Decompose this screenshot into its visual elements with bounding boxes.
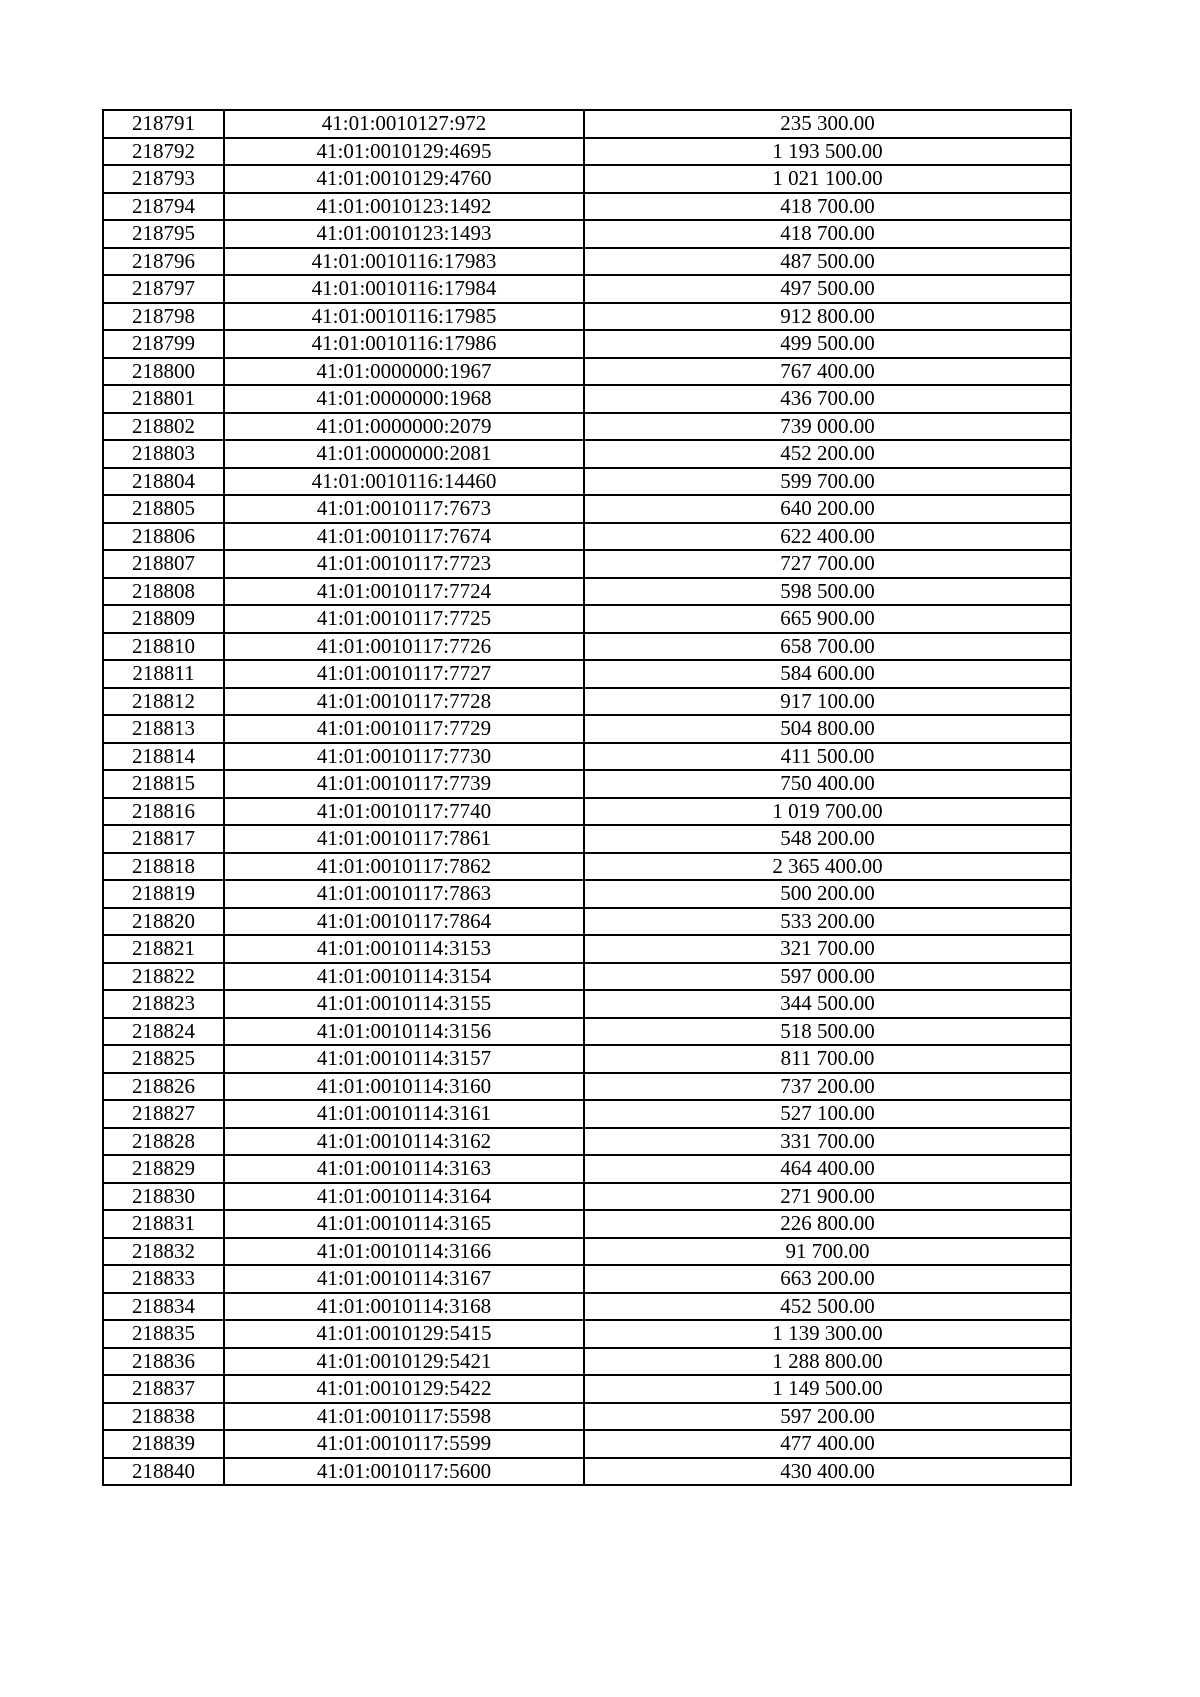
table-row xyxy=(103,138,1071,166)
table-row xyxy=(103,798,1071,826)
cadastral-number-cell: 41:01:0010114:3162 xyxy=(224,1128,584,1156)
cadastral-number-cell: 41:01:0010114:3161 xyxy=(224,1100,584,1128)
table-row xyxy=(103,440,1071,468)
row-number-cell: 218821 xyxy=(103,935,224,963)
cadastral-number-cell: 41:01:0010114:3166 xyxy=(224,1238,584,1266)
row-number-cell: 218809 xyxy=(103,605,224,633)
cadastral-number-cell: 41:01:0010117:7740 xyxy=(224,798,584,826)
row-number-cell: 218819 xyxy=(103,880,224,908)
cadastral-number-cell: 41:01:0010114:3160 xyxy=(224,1073,584,1101)
cadastral-value-cell: 321 700.00 xyxy=(584,935,1071,963)
cadastral-number-cell: 41:01:0010117:7863 xyxy=(224,880,584,908)
cadastral-value-cell: 464 400.00 xyxy=(584,1155,1071,1183)
table-row xyxy=(103,1073,1071,1101)
cadastral-value-cell: 658 700.00 xyxy=(584,633,1071,661)
cadastral-number-cell: 41:01:0010117:7725 xyxy=(224,605,584,633)
row-number-cell: 218803 xyxy=(103,440,224,468)
cadastral-value-cell: 750 400.00 xyxy=(584,770,1071,798)
cadastral-value-cell: 436 700.00 xyxy=(584,385,1071,413)
table-row xyxy=(103,1320,1071,1348)
cadastral-value-cell: 418 700.00 xyxy=(584,220,1071,248)
row-number-cell: 218802 xyxy=(103,413,224,441)
row-number-cell: 218833 xyxy=(103,1265,224,1293)
row-number-cell: 218812 xyxy=(103,688,224,716)
cadastral-value-cell: 1 149 500.00 xyxy=(584,1375,1071,1403)
table-row xyxy=(103,715,1071,743)
cadastral-value-cell: 487 500.00 xyxy=(584,248,1071,276)
row-number-cell: 218823 xyxy=(103,990,224,1018)
cadastral-value-cell: 598 500.00 xyxy=(584,578,1071,606)
cadastral-number-cell: 41:01:0010114:3164 xyxy=(224,1183,584,1211)
row-number-cell: 218834 xyxy=(103,1293,224,1321)
cadastral-number-cell: 41:01:0010117:7727 xyxy=(224,660,584,688)
cadastral-value-cell: 811 700.00 xyxy=(584,1045,1071,1073)
cadastral-value-cell: 500 200.00 xyxy=(584,880,1071,908)
cadastral-value-table xyxy=(102,109,1072,1486)
cadastral-value-cell: 597 200.00 xyxy=(584,1403,1071,1431)
cadastral-number-cell: 41:01:0010117:7864 xyxy=(224,908,584,936)
row-number-cell: 218820 xyxy=(103,908,224,936)
cadastral-number-cell: 41:01:0010114:3165 xyxy=(224,1210,584,1238)
cadastral-number-cell: 41:01:0010116:17985 xyxy=(224,303,584,331)
cadastral-value-cell: 235 300.00 xyxy=(584,110,1071,138)
table-row xyxy=(103,990,1071,1018)
cadastral-value-cell: 1 139 300.00 xyxy=(584,1320,1071,1348)
cadastral-number-cell: 41:01:0010117:5599 xyxy=(224,1430,584,1458)
cadastral-value-cell: 499 500.00 xyxy=(584,330,1071,358)
cadastral-number-cell: 41:01:0010117:7674 xyxy=(224,523,584,551)
table-row xyxy=(103,935,1071,963)
cadastral-number-cell: 41:01:0010114:3157 xyxy=(224,1045,584,1073)
cadastral-number-cell: 41:01:0010129:4760 xyxy=(224,165,584,193)
row-number-cell: 218805 xyxy=(103,495,224,523)
cadastral-number-cell: 41:01:0010114:3168 xyxy=(224,1293,584,1321)
cadastral-value-cell: 1 019 700.00 xyxy=(584,798,1071,826)
cadastral-value-cell: 597 000.00 xyxy=(584,963,1071,991)
row-number-cell: 218838 xyxy=(103,1403,224,1431)
cadastral-number-cell: 41:01:0010114:3167 xyxy=(224,1265,584,1293)
table-row xyxy=(103,908,1071,936)
table-row xyxy=(103,495,1071,523)
row-number-cell: 218804 xyxy=(103,468,224,496)
cadastral-value-cell: 411 500.00 xyxy=(584,743,1071,771)
cadastral-number-cell: 41:01:0010117:7724 xyxy=(224,578,584,606)
cadastral-number-cell: 41:01:0010117:7729 xyxy=(224,715,584,743)
table-row xyxy=(103,1045,1071,1073)
row-number-cell: 218799 xyxy=(103,330,224,358)
cadastral-number-cell: 41:01:0010129:5422 xyxy=(224,1375,584,1403)
cadastral-value-cell: 767 400.00 xyxy=(584,358,1071,386)
cadastral-value-cell: 418 700.00 xyxy=(584,193,1071,221)
cadastral-number-cell: 41:01:0010117:7728 xyxy=(224,688,584,716)
row-number-cell: 218839 xyxy=(103,1430,224,1458)
row-number-cell: 218814 xyxy=(103,743,224,771)
row-number-cell: 218827 xyxy=(103,1100,224,1128)
cadastral-number-cell: 41:01:0010114:3153 xyxy=(224,935,584,963)
cadastral-number-cell: 41:01:0000000:2081 xyxy=(224,440,584,468)
table-row xyxy=(103,1458,1071,1486)
table-row xyxy=(103,825,1071,853)
row-number-cell: 218825 xyxy=(103,1045,224,1073)
table-row xyxy=(103,550,1071,578)
table-row xyxy=(103,1403,1071,1431)
table-row xyxy=(103,248,1071,276)
cadastral-number-cell: 41:01:0010117:7723 xyxy=(224,550,584,578)
row-number-cell: 218808 xyxy=(103,578,224,606)
row-number-cell: 218831 xyxy=(103,1210,224,1238)
table-row xyxy=(103,1238,1071,1266)
cadastral-value-cell: 533 200.00 xyxy=(584,908,1071,936)
cadastral-number-cell: 41:01:0010117:7730 xyxy=(224,743,584,771)
table-row xyxy=(103,523,1071,551)
row-number-cell: 218796 xyxy=(103,248,224,276)
table-row xyxy=(103,743,1071,771)
row-number-cell: 218837 xyxy=(103,1375,224,1403)
table-row xyxy=(103,578,1071,606)
table-row xyxy=(103,303,1071,331)
table-row xyxy=(103,1430,1071,1458)
table-row xyxy=(103,1293,1071,1321)
cadastral-value-cell: 1 021 100.00 xyxy=(584,165,1071,193)
cadastral-value-cell: 727 700.00 xyxy=(584,550,1071,578)
table-row xyxy=(103,358,1071,386)
row-number-cell: 218806 xyxy=(103,523,224,551)
row-number-cell: 218835 xyxy=(103,1320,224,1348)
cadastral-number-cell: 41:01:0010123:1492 xyxy=(224,193,584,221)
cadastral-number-cell: 41:01:0010117:7861 xyxy=(224,825,584,853)
cadastral-number-cell: 41:01:0010114:3163 xyxy=(224,1155,584,1183)
table-row xyxy=(103,1018,1071,1046)
table-row xyxy=(103,605,1071,633)
cadastral-value-cell: 477 400.00 xyxy=(584,1430,1071,1458)
cadastral-number-cell: 41:01:0010117:7862 xyxy=(224,853,584,881)
row-number-cell: 218791 xyxy=(103,110,224,138)
cadastral-value-cell: 737 200.00 xyxy=(584,1073,1071,1101)
cadastral-value-cell: 739 000.00 xyxy=(584,413,1071,441)
table-row xyxy=(103,688,1071,716)
row-number-cell: 218822 xyxy=(103,963,224,991)
table-row xyxy=(103,660,1071,688)
cadastral-number-cell: 41:01:0010116:17984 xyxy=(224,275,584,303)
cadastral-value-cell: 344 500.00 xyxy=(584,990,1071,1018)
row-number-cell: 218824 xyxy=(103,1018,224,1046)
table-row xyxy=(103,880,1071,908)
cadastral-number-cell: 41:01:0010117:5598 xyxy=(224,1403,584,1431)
table-row xyxy=(103,165,1071,193)
row-number-cell: 218826 xyxy=(103,1073,224,1101)
cadastral-value-cell: 548 200.00 xyxy=(584,825,1071,853)
cadastral-number-cell: 41:01:0000000:1967 xyxy=(224,358,584,386)
row-number-cell: 218792 xyxy=(103,138,224,166)
table-row xyxy=(103,413,1071,441)
cadastral-value-cell: 91 700.00 xyxy=(584,1238,1071,1266)
row-number-cell: 218828 xyxy=(103,1128,224,1156)
row-number-cell: 218794 xyxy=(103,193,224,221)
cadastral-value-cell: 640 200.00 xyxy=(584,495,1071,523)
row-number-cell: 218829 xyxy=(103,1155,224,1183)
table-row xyxy=(103,1155,1071,1183)
cadastral-value-cell: 504 800.00 xyxy=(584,715,1071,743)
cadastral-number-cell: 41:01:0010116:14460 xyxy=(224,468,584,496)
row-number-cell: 218815 xyxy=(103,770,224,798)
row-number-cell: 218817 xyxy=(103,825,224,853)
table-row xyxy=(103,1348,1071,1376)
row-number-cell: 218800 xyxy=(103,358,224,386)
table-row xyxy=(103,330,1071,358)
cadastral-value-cell: 452 200.00 xyxy=(584,440,1071,468)
table-row xyxy=(103,770,1071,798)
cadastral-number-cell: 41:01:0010114:3156 xyxy=(224,1018,584,1046)
cadastral-value-cell: 663 200.00 xyxy=(584,1265,1071,1293)
row-number-cell: 218801 xyxy=(103,385,224,413)
row-number-cell: 218818 xyxy=(103,853,224,881)
cadastral-value-cell: 599 700.00 xyxy=(584,468,1071,496)
cadastral-number-cell: 41:01:0010116:17983 xyxy=(224,248,584,276)
row-number-cell: 218798 xyxy=(103,303,224,331)
cadastral-value-cell: 518 500.00 xyxy=(584,1018,1071,1046)
cadastral-value-cell: 584 600.00 xyxy=(584,660,1071,688)
table-row xyxy=(103,1100,1071,1128)
cadastral-number-cell: 41:01:0010117:7739 xyxy=(224,770,584,798)
cadastral-number-cell: 41:01:0010114:3155 xyxy=(224,990,584,1018)
row-number-cell: 218793 xyxy=(103,165,224,193)
cadastral-number-cell: 41:01:0010129:5415 xyxy=(224,1320,584,1348)
table-row xyxy=(103,220,1071,248)
cadastral-value-cell: 497 500.00 xyxy=(584,275,1071,303)
row-number-cell: 218795 xyxy=(103,220,224,248)
row-number-cell: 218807 xyxy=(103,550,224,578)
cadastral-value-cell: 2 365 400.00 xyxy=(584,853,1071,881)
cadastral-number-cell: 41:01:0010117:7673 xyxy=(224,495,584,523)
row-number-cell: 218830 xyxy=(103,1183,224,1211)
row-number-cell: 218797 xyxy=(103,275,224,303)
table-row xyxy=(103,633,1071,661)
table-row xyxy=(103,385,1071,413)
row-number-cell: 218811 xyxy=(103,660,224,688)
cadastral-value-cell: 665 900.00 xyxy=(584,605,1071,633)
cadastral-number-cell: 41:01:0000000:2079 xyxy=(224,413,584,441)
cadastral-value-cell: 622 400.00 xyxy=(584,523,1071,551)
cadastral-number-cell: 41:01:0010123:1493 xyxy=(224,220,584,248)
cadastral-value-cell: 917 100.00 xyxy=(584,688,1071,716)
table-row xyxy=(103,963,1071,991)
table-row xyxy=(103,275,1071,303)
table-row xyxy=(103,110,1071,138)
table-body xyxy=(103,110,1071,1485)
cadastral-value-cell: 271 900.00 xyxy=(584,1183,1071,1211)
row-number-cell: 218816 xyxy=(103,798,224,826)
row-number-cell: 218836 xyxy=(103,1348,224,1376)
cadastral-number-cell: 41:01:0000000:1968 xyxy=(224,385,584,413)
table-row xyxy=(103,1375,1071,1403)
cadastral-value-cell: 527 100.00 xyxy=(584,1100,1071,1128)
cadastral-value-cell: 226 800.00 xyxy=(584,1210,1071,1238)
cadastral-number-cell: 41:01:0010117:7726 xyxy=(224,633,584,661)
cadastral-value-cell: 452 500.00 xyxy=(584,1293,1071,1321)
cadastral-number-cell: 41:01:0010127:972 xyxy=(224,110,584,138)
cadastral-number-cell: 41:01:0010129:4695 xyxy=(224,138,584,166)
cadastral-value-cell: 1 193 500.00 xyxy=(584,138,1071,166)
cadastral-number-cell: 41:01:0010114:3154 xyxy=(224,963,584,991)
row-number-cell: 218810 xyxy=(103,633,224,661)
cadastral-value-cell: 1 288 800.00 xyxy=(584,1348,1071,1376)
cadastral-number-cell: 41:01:0010117:5600 xyxy=(224,1458,584,1486)
table-row xyxy=(103,193,1071,221)
cadastral-number-cell: 41:01:0010129:5421 xyxy=(224,1348,584,1376)
cadastral-value-cell: 331 700.00 xyxy=(584,1128,1071,1156)
row-number-cell: 218832 xyxy=(103,1238,224,1266)
table-row xyxy=(103,1128,1071,1156)
table-row xyxy=(103,468,1071,496)
table-row xyxy=(103,1265,1071,1293)
row-number-cell: 218840 xyxy=(103,1458,224,1486)
table-row xyxy=(103,853,1071,881)
table-row xyxy=(103,1210,1071,1238)
row-number-cell: 218813 xyxy=(103,715,224,743)
cadastral-value-cell: 912 800.00 xyxy=(584,303,1071,331)
table-row xyxy=(103,1183,1071,1211)
cadastral-value-cell: 430 400.00 xyxy=(584,1458,1071,1486)
cadastral-number-cell: 41:01:0010116:17986 xyxy=(224,330,584,358)
